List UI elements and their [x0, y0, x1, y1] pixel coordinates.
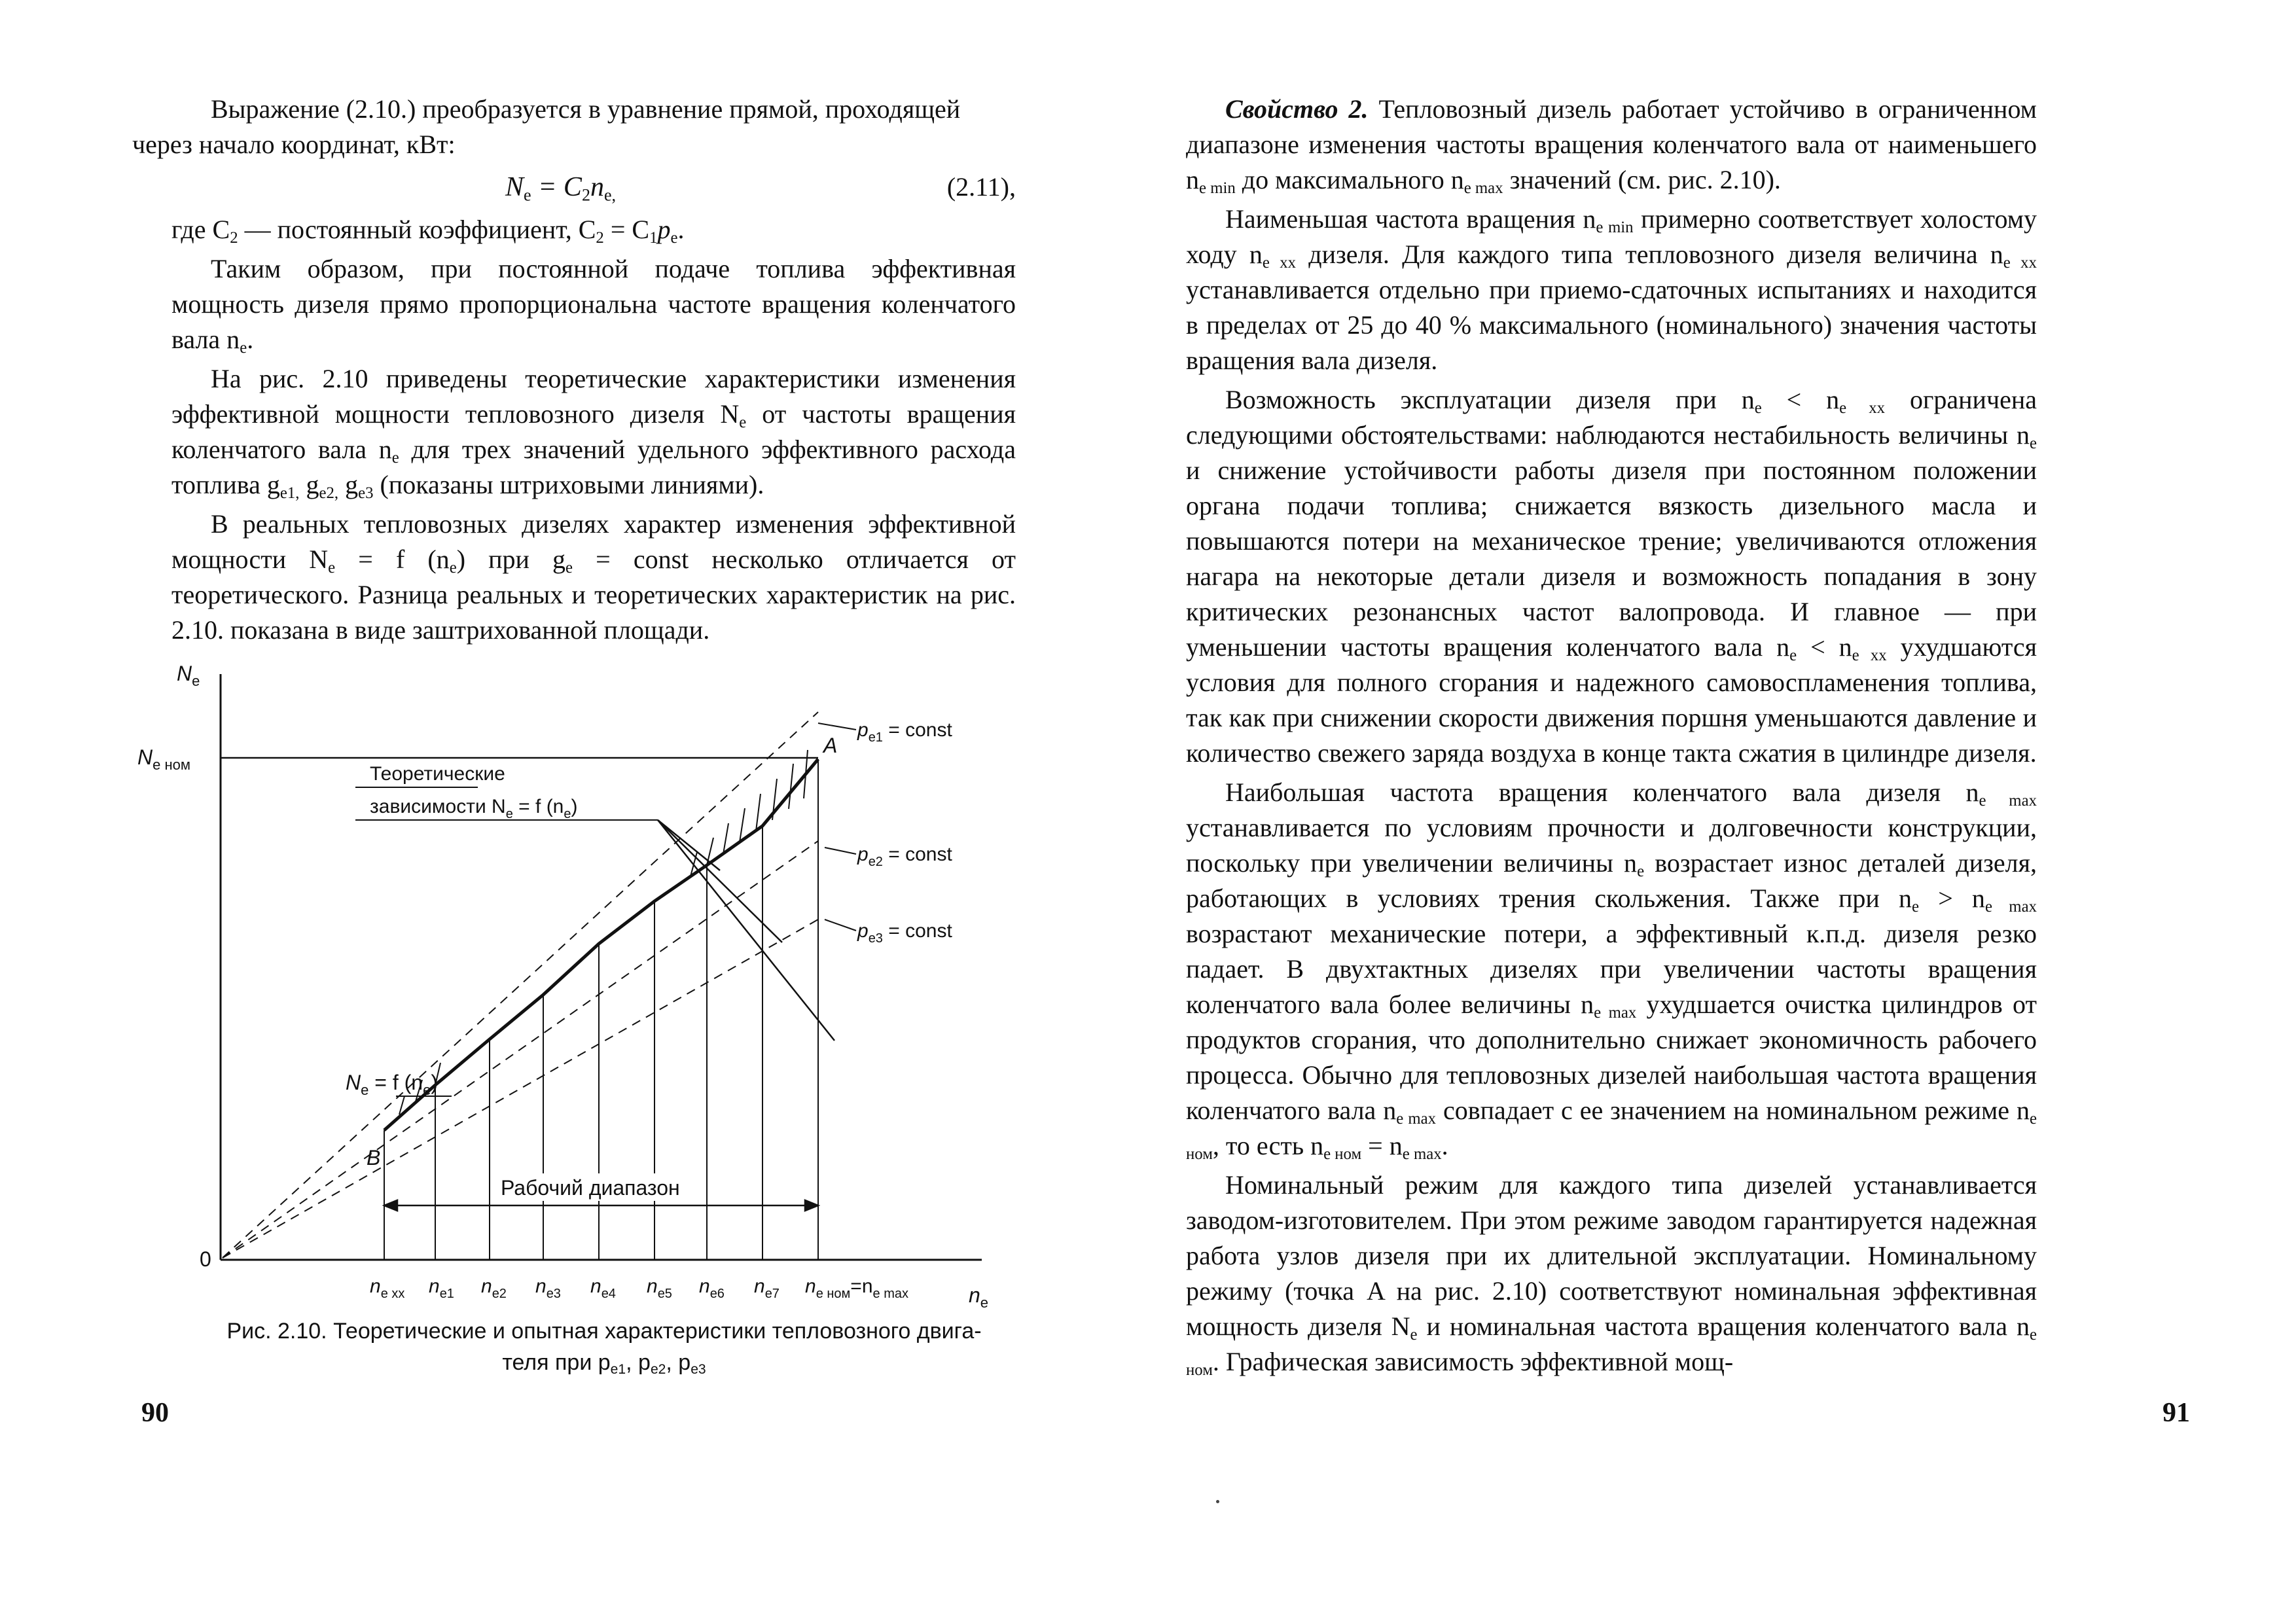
label-arrows: [658, 820, 834, 1041]
formula-expression: $N_e = C_2n_{e,}$: [505, 172, 617, 205]
svg-text:Теоретические: Теоретические: [370, 763, 505, 785]
label-pe1: $p_{e1}$ = const: [857, 719, 952, 745]
theoretical-label: [355, 763, 658, 821]
paragraph-1: Выражение (2.10.) преобразуется в уравнение прямой, проходящей через начало координат, кВт:: [132, 94, 961, 159]
point-b-label: B: [367, 1146, 381, 1169]
curve-label: $N_e = f$ $(n_e)$: [346, 1071, 438, 1098]
y-nominal-label: $N_{e ном}$: [137, 745, 190, 773]
origin-label: 0: [200, 1247, 211, 1271]
paragraph-3: Таким образом, при постоянной подаче топлива эффективная мощность дизеля прямо пропорциональна частоте вращения коленчатого вала $n_e$.: [171, 254, 1016, 357]
paragraph-2: где $C_2$ — постоянный коэффициент, $C_2 = C_1p_e$.: [171, 215, 685, 247]
y-axis-label: $N_e$: [177, 662, 200, 689]
right-text-column: [1186, 92, 2037, 1383]
working-range: [384, 1200, 818, 1211]
tick-ne7: $n_{e7}$: [754, 1275, 780, 1301]
svg-text:зависимости Ne = f (ne): зависимости $N_e = f$ $(n_e)$: [370, 796, 578, 821]
right-page: [1148, 0, 2296, 1623]
formula-2-11: [171, 166, 1016, 208]
point-a-label: A: [823, 734, 838, 757]
x-axis-label: $n_e$: [969, 1283, 989, 1309]
tick-ne3: $n_{e3}$: [535, 1275, 561, 1301]
tick-ne6: $n_{e6}$: [699, 1275, 725, 1301]
tick-nenom: $n_{e ном}=n_{e max}$: [805, 1275, 908, 1301]
x-tick-labels: [370, 1275, 908, 1301]
line-pe3: [223, 919, 818, 1258]
left-text-column: [132, 92, 1016, 652]
tick-ne1: $n_{e1}$: [429, 1275, 454, 1301]
paragraph-5: В реальных тепловозных дизелях характер изменения эффективной мощности $N_e = f$ $(n_e)$ при $g_e$ = const несколько отличается от теоретического. Разница реальных и теоретических характеристик на рис. 2.10. показана в виде заштрихованной площади.: [171, 509, 1016, 645]
min-speed-paragraph: Наименьшая частота вращения $n_{e min}$ примерно соответствует холостому ходу $n_{e xx}$ дизеля. Для каждого типа тепловозного дизеля величина $n_{e xx}$ устанавливается отдельно при приемо-сдаточных испытаниях и находится в пределах от 25 до 40 % максимального (номинального) значения частоты вращения вала дизеля.: [1186, 204, 2037, 375]
tick-ne2: $n_{e2}$: [481, 1275, 507, 1301]
working-range-label: Рабочий диапазон: [501, 1176, 680, 1200]
paragraph-4: На рис. 2.10 приведены теоретические характеристики изменения эффективной мощности тепловозного дизеля $N_e$ от частоты вращения коленчатого вала $n_e$ для трех значений удельного эффективного расхода топлива $g_{e1,}$ $g_{e2,}$ $g_{e3}$ (показаны штриховыми линиями).: [171, 364, 1016, 502]
page-number-right: 91: [2162, 1398, 2190, 1428]
figure-caption: Рис. 2.10. Теоретические и опытная характеристики тепловозного двига- теля при $p_{e1}$, $p_{e2}$, $p_{e3}$: [226, 1319, 982, 1377]
tick-ne5: $n_{e5}$: [647, 1275, 672, 1301]
max-speed-paragraph: Наибольшая частота вращения коленчатого вала дизеля $n_{e max}$ устанавливается по условиям прочности и долговечности конструкции, поскольку при увеличении величины $n_e$ возрастает износ деталей дизеля, работающих в условиях трения скольжения. Также при $n_e > n_{e max}$ возрастают механические потери, а эффективный к.п.д. дизеля резко падает. В двухтактных дизелях при увеличении частоты вращения коленчатого вала более величины $n_{e max}$ ухудшается очистка цилиндров от продуктов сгорания, что дополнительно снижает экономичность рабочего процесса. Обычно для тепловозных дизелей наибольшая частота вращения коленчатого вала $n_{e max}$ совпадает с ее значением на номинальном режиме $n_{e ном}$, то есть $n_{e ном} = n_{e max}$.: [1186, 777, 2037, 1163]
tick-nexx: $n_{e xx}$: [370, 1275, 405, 1301]
nominal-mode-paragraph: Номинальный режим для каждого типа дизелей устанавливается заводом-изготовителем. При этом режиме заводом гарантируется надежная работа узлов дизеля при их длительной эксплуатации. Номинальному режиму (точка A на рис. 2.10) соответствуют номинальная эффективная мощность дизеля $N_e$ и номинальная частота вращения коленчатого вала $n_{e ном}$. Графическая зависимость эффективной мощ-: [1186, 1170, 2037, 1379]
formula-number: (2.11),: [946, 172, 1016, 202]
label-pe3: $p_{e3}$ = const: [857, 920, 952, 946]
property-2-paragraph: Свойство 2. Тепловозный дизель работает устойчиво в ограниченном диапазоне изменения частоты вращения коленчатого вала от наименьшего $n_{e min}$ до максимального $n_{e max}$ значений (см. рис. 2.10).: [1186, 94, 2037, 197]
label-pe2: $p_{e2}$ = const: [857, 844, 952, 869]
scan-speck: [1216, 1500, 1219, 1503]
tick-ne4: $n_{e4}$: [590, 1275, 616, 1301]
low-speed-limits-paragraph: Возможность эксплуатации дизеля при $n_e < n_{e xx}$ ограничена следующими обстоятельствами: наблюдаются нестабильность величины $n_e$ и снижение устойчивости работы дизеля при постоянном положении органа подачи топлива; снижается вязкость дизельного масла и повышаются потери на механическое трение; увеличиваются отложения нагара на некоторые детали дизеля и возможность попадания в зону критических резонансных частот валопровода. И главное — при уменьшении частоты вращения коленчатого вала $n_e < n_{e xx}$ ухудшаются условия для полного сгорания и надежного самовоспламенения топлива, так как при снижении скорости движения поршня уменьшаются давление и количество свежего заряда воздуха в конце такта сжатия в цилиндре дизеля.: [1186, 385, 2037, 768]
figure-2-10: [137, 654, 1054, 1309]
page-number-left: 90: [141, 1398, 169, 1428]
